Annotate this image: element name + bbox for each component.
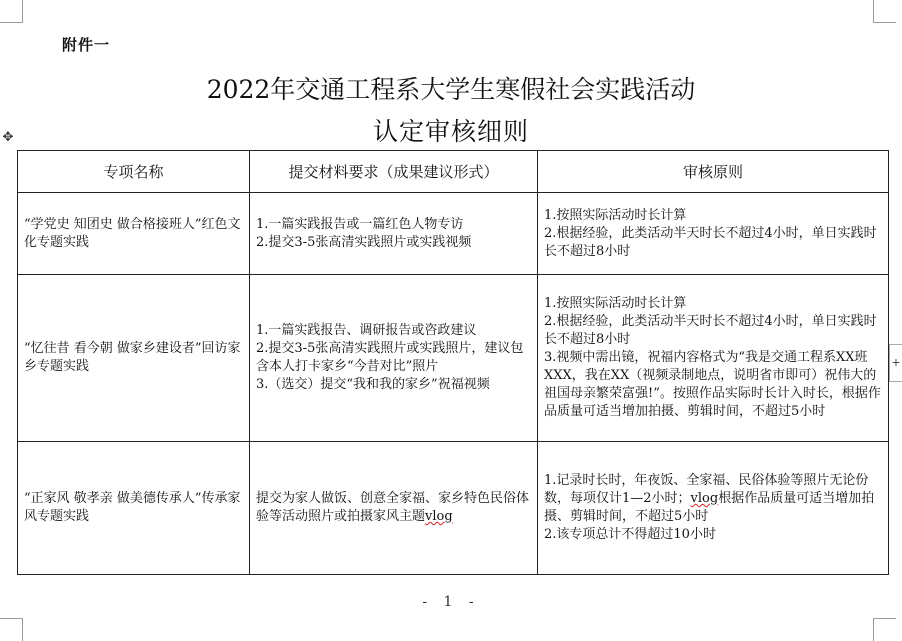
materials-cell: 1.一篇实践报告或一篇红色人物专访 2.提交3-5张高清实践照片或实践视频: [250, 193, 538, 275]
attachment-label: 附件一: [62, 36, 111, 54]
crop-mark-top-left: [0, 0, 23, 23]
project-name-cell: “学党史 知团史 做合格接班人”红色文化专题实践: [18, 193, 250, 275]
spellcheck-word: vlog: [425, 509, 453, 524]
table-header-row: [18, 151, 889, 193]
page-subtitle: 认定审核细则: [372, 117, 529, 146]
spellcheck-word: vlog: [690, 491, 719, 506]
crop-mark-top-right: [873, 0, 896, 23]
principles-cell: 1.按照实际活动时长计算 2.根据经验，此类活动半天时长不超过4小时，单日实践时长不超过8小时: [538, 193, 889, 275]
project-name-cell: “忆往昔 看今朝 做家乡建设者”回访家乡专题实践: [18, 275, 250, 442]
page-number: - 1 -: [422, 594, 480, 610]
page-title: 2022年交通工程系大学生寒假社会实践活动: [206, 75, 696, 104]
table-move-handle-icon[interactable]: ✥: [2, 130, 14, 145]
column-header: 提交材料要求（成果建议形式）: [250, 151, 538, 193]
table-row: [18, 442, 889, 575]
crop-mark-bottom-left: [0, 618, 23, 641]
table-row: [18, 193, 889, 275]
table-resize-handle-icon[interactable]: +: [889, 344, 902, 382]
table-row: [18, 275, 889, 442]
principles-cell: 1.按照实际活动时长计算 2.根据经验，此类活动半天时长不超过4小时，单日实践时长不超过8小时 3.视频中需出镜，祝福内容格式为“我是交通工程系XX班XXX，我在XX（视频录制地点，说明省市即可）祝伟大的祖国母亲繁荣富强!”。按照作品实际时长计入时长，根据作品质量可适当增加拍摄、剪辑时间，不超过5小时: [538, 275, 889, 442]
project-name-cell: “正家风 敬孝亲 做美德传承人”传承家风专题实践: [18, 442, 250, 575]
materials-cell: 提交为家人做饭、创意全家福、家乡特色民俗体验等活动照片或拍摄家风主题vlog: [250, 442, 538, 575]
column-header: 专项名称: [18, 151, 250, 193]
rules-table: [17, 150, 889, 575]
principles-cell: 1.记录时长时，年夜饭、全家福、民俗体验等照片无论份数，每项仅计1—2小时；vlog根据作品质量可适当增加拍摄、剪辑时间，不超过5小时 2.该专项总计不得超过10小时: [538, 442, 889, 575]
crop-mark-bottom-right: [873, 618, 896, 641]
column-header: 审核原则: [538, 151, 889, 193]
materials-cell: 1.一篇实践报告、调研报告或咨政建议 2.提交3-5张高清实践照片或实践照片，建议包含本人打卡家乡“今昔对比”照片 3.（选交）提交“我和我的家乡”祝福视频: [250, 275, 538, 442]
